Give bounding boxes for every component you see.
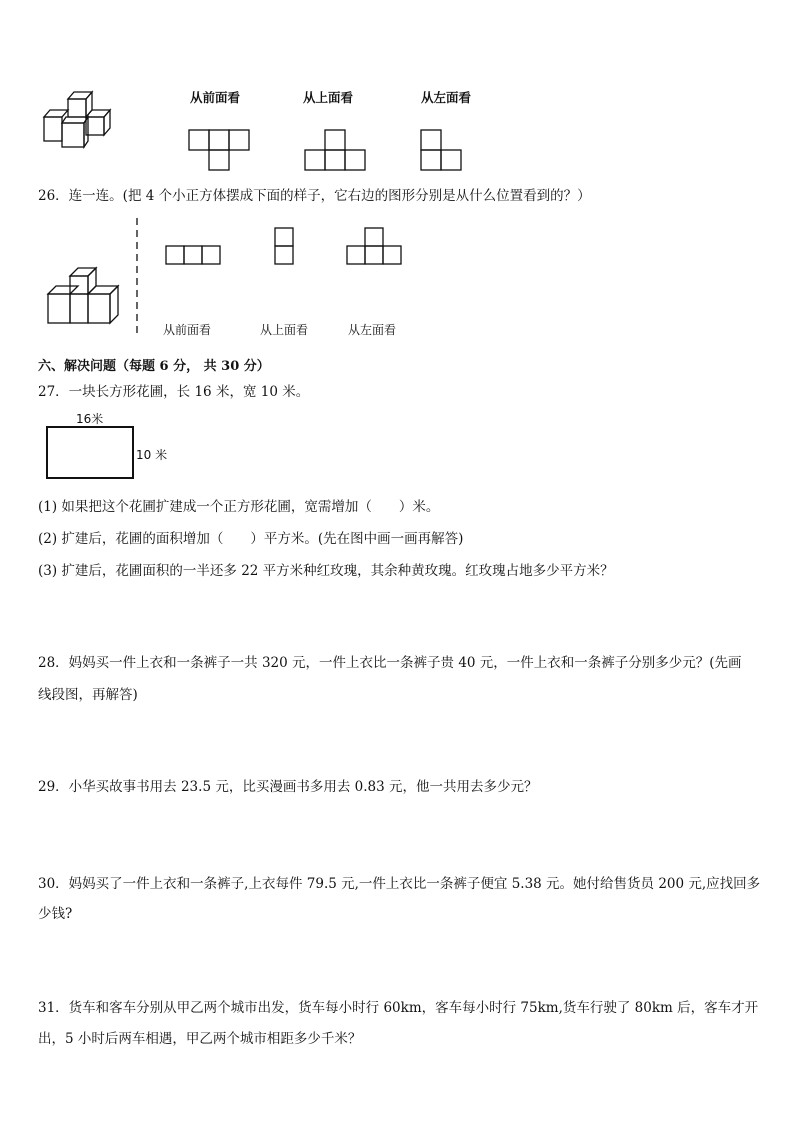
q26-view-figure-3 — [347, 228, 405, 266]
q29-question-text: 29．小华买故事书用去 23.5 元，比买漫画书多用去 0.83 元，他一共用去多少元？ — [38, 779, 538, 795]
q26-view-figure-1 — [166, 246, 224, 266]
q28-question-line-1: 28．妈妈买一件上衣和一条裤子一共 320 元，一件上衣比一条裤子贵 40 元，一件上衣和一条裤子分别多少元？(先画 — [38, 655, 742, 671]
q31-question-line-1: 31．货车和客车分别从甲乙两个城市出发，货车每小时行 60km，客车每小时行 75km,货车行驶了 80km 后，客车才开 — [38, 1000, 759, 1016]
q27-sub-question-1: (1) 如果把这个花圃扩建成一个正方形花圃，宽需增加（ ）米。 — [38, 499, 440, 515]
q26-caption-top: 从上面看 — [260, 323, 309, 337]
q25-front-view-figure — [189, 130, 251, 172]
q30-question-line-2: 少钱? — [38, 906, 73, 922]
q25-cube-stack-figure — [42, 86, 127, 156]
q26-caption-front: 从前面看 — [163, 323, 212, 337]
q26-cube-stack-figure — [44, 264, 129, 326]
q27-sub-question-2: (2) 扩建后，花圃的面积增加（ ）平方米。(先在图中画一画再解答) — [38, 531, 464, 547]
section-6-heading: 六、解决问题（每题 6 分， 共 30 分） — [38, 359, 270, 374]
q27-width-label: 10 米 — [136, 448, 168, 462]
q28-question-line-2: 线段图，再解答) — [38, 687, 138, 703]
q30-question-line-1: 30．妈妈买了一件上衣和一条裤子,上衣每件 79.5 元,一件上衣比一条裤子便宜 5.38 元。她付给售货员 200 元,应找回多 — [38, 876, 761, 892]
q26-question-text: 26．连一连。(把 4 个小正方体摆成下面的样子，它右边的图形分别是从什么位置看到的？） — [38, 188, 591, 204]
q26-caption-left: 从左面看 — [348, 323, 397, 337]
q25-caption-left: 从左面看 — [421, 90, 472, 105]
q27-sub-question-3: (3) 扩建后，花圃面积的一半还多 22 平方米种红玫瑰，其余种黄玫瑰。红玫瑰占地多少平方米？ — [38, 563, 614, 579]
q27-question-text: 27．一块长方形花圃，长 16 米，宽 10 米。 — [38, 384, 310, 400]
q25-caption-front: 从前面看 — [190, 90, 241, 105]
q25-left-view-figure — [421, 130, 465, 172]
q27-rectangle-figure — [47, 427, 137, 481]
q25-caption-top: 从上面看 — [303, 90, 354, 105]
q31-question-line-2: 出，5 小时后两车相遇，甲乙两个城市相距多少千米？ — [38, 1031, 362, 1047]
q26-view-figure-2 — [275, 228, 295, 266]
q27-length-label: 16米 — [76, 412, 104, 426]
q25-top-view-figure — [305, 130, 367, 172]
q26-dashed-divider — [136, 218, 140, 338]
